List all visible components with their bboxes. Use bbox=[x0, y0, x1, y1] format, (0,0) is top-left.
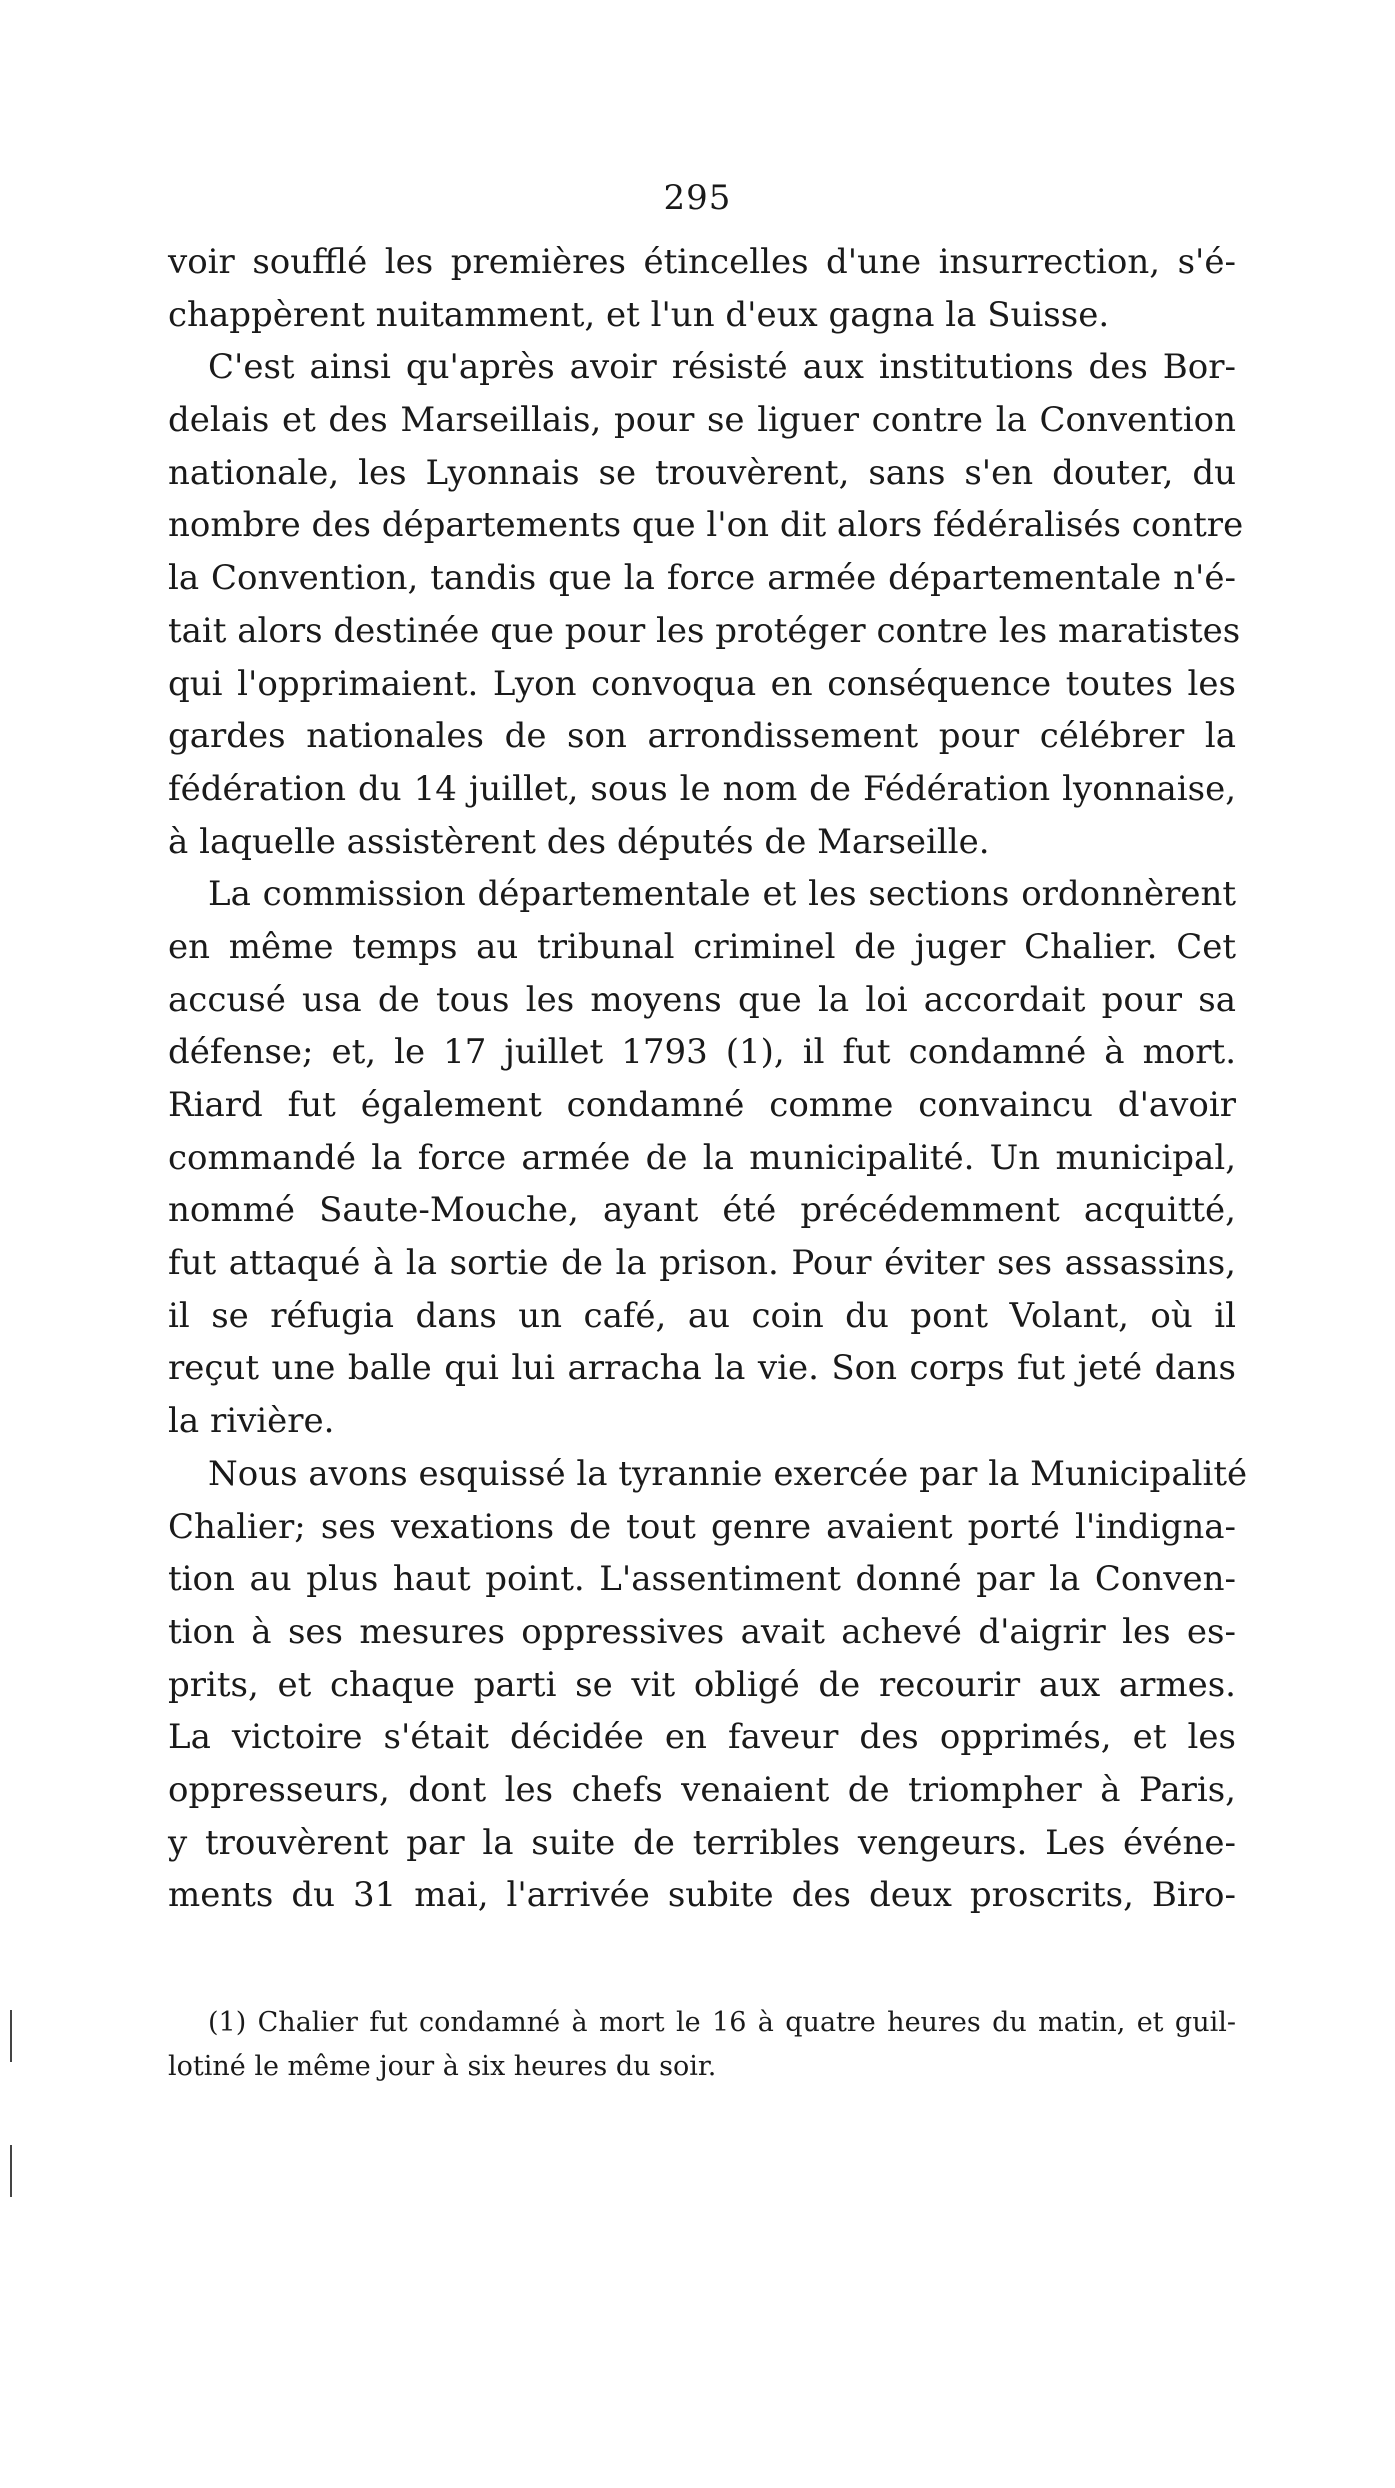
text-line: nationale, les Lyonnais se trouvèrent, sans s'en douter, du bbox=[168, 452, 1236, 493]
text-line: qui l'opprimaient. Lyon convoqua en conséquence toutes les bbox=[168, 663, 1236, 704]
text-line: défense; et, le 17 juillet 1793 (1), il fut condamné à mort. bbox=[168, 1032, 1236, 1073]
text-line: y trouvèrent par la suite de terribles vengeurs. Les événe- bbox=[168, 1822, 1236, 1863]
margin-mark bbox=[10, 2145, 12, 2197]
page-number: 295 bbox=[663, 178, 732, 218]
text-line: delais et des Marseillais, pour se liguer contre la Convention bbox=[168, 400, 1236, 441]
text-line: la rivière. bbox=[168, 1401, 335, 1442]
footnote-line: (1) Chalier fut condamné à mort le 16 à quatre heures du matin, et guil- bbox=[208, 2007, 1236, 2038]
text-line: chappèrent nuitamment, et l'un d'eux gagna la Suisse. bbox=[168, 294, 1110, 335]
text-line: oppresseurs, dont les chefs venaient de triompher à Paris, bbox=[168, 1769, 1236, 1810]
main-text bbox=[168, 236, 1248, 1922]
text-line: La commission départementale et les sections ordonnèrent bbox=[208, 874, 1236, 915]
text-line: commandé la force armée de la municipalité. Un municipal, bbox=[168, 1137, 1236, 1178]
text-line: fédération du 14 juillet, sous le nom de Fédération lyonnaise, bbox=[168, 768, 1236, 809]
text-line: Riard fut également condamné comme convaincu d'avoir bbox=[168, 1085, 1236, 1125]
text-line: gardes nationales de son arrondissement pour célébrer la bbox=[168, 716, 1236, 757]
text-line: La victoire s'était décidée en faveur des opprimés, et les bbox=[168, 1717, 1236, 1758]
text-line: Chalier; ses vexations de tout genre avaient porté l'indigna- bbox=[168, 1506, 1236, 1547]
text-line: prits, et chaque parti se vit obligé de recourir aux armes. bbox=[168, 1664, 1236, 1705]
text-line: nommé Saute-Mouche, ayant été précédemment acquitté, bbox=[168, 1190, 1236, 1231]
text-line: tion au plus haut point. L'assentiment donné par la Conven- bbox=[168, 1559, 1236, 1600]
text-line: nombre des départements que l'on dit alors fédéralisés contre bbox=[168, 505, 1244, 546]
footnote-line: lotiné le même jour à six heures du soir. bbox=[168, 2051, 717, 2082]
text-line: la Convention, tandis que la force armée départementale n'é- bbox=[168, 558, 1236, 599]
text-line: à laquelle assistèrent des députés de Marseille. bbox=[168, 821, 990, 862]
margin-mark bbox=[10, 2010, 12, 2062]
text-line: tait alors destinée que pour les protéger contre les maratistes bbox=[168, 610, 1241, 651]
text-line: fut attaqué à la sortie de la prison. Pour éviter ses assassins, bbox=[168, 1243, 1236, 1284]
text-line: en même temps au tribunal criminel de juger Chalier. Cet bbox=[168, 926, 1236, 967]
text-line: C'est ainsi qu'après avoir résisté aux institutions des Bor- bbox=[208, 347, 1236, 388]
text-line: Nous avons esquissé la tyrannie exercée par la Municipalité bbox=[208, 1453, 1248, 1494]
text-line: tion à ses mesures oppressives avait achevé d'aigrir les es- bbox=[168, 1611, 1236, 1652]
text-line: il se réfugia dans un café, au coin du pont Volant, où il bbox=[168, 1295, 1236, 1336]
text-line: accusé usa de tous les moyens que la loi accordait pour sa bbox=[168, 979, 1236, 1020]
text-line: reçut une balle qui lui arracha la vie. Son corps fut jeté dans bbox=[168, 1348, 1236, 1389]
text-line: voir soufflé les premières étincelles d'une insurrection, s'é- bbox=[168, 242, 1236, 282]
text-line: ments du 31 mai, l'arrivée subite des deux proscrits, Biro- bbox=[168, 1875, 1236, 1916]
footnote bbox=[168, 2001, 1236, 2089]
